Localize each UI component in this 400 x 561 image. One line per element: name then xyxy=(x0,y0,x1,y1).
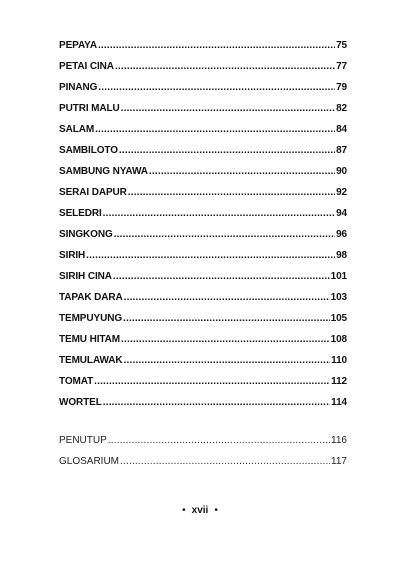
leader-dots xyxy=(123,313,330,325)
toc-entry[interactable] xyxy=(59,334,347,355)
toc-entry-label: TAPAK DARA xyxy=(59,292,123,303)
leader-dots xyxy=(103,397,330,409)
toc-entry-label: PETAI CINA xyxy=(59,61,114,72)
leader-dots xyxy=(124,292,330,304)
toc-entry-page: 82 xyxy=(336,103,347,114)
toc-entry-page: 84 xyxy=(336,124,347,135)
toc-entry-page: 94 xyxy=(336,208,347,219)
toc-entry-label: WORTEL xyxy=(59,397,102,408)
toc-entry-page: 98 xyxy=(336,250,347,261)
toc-entry-label: TEMU HITAM xyxy=(59,334,121,345)
toc-entry[interactable] xyxy=(59,355,347,376)
toc-entry-page: 114 xyxy=(331,397,347,408)
toc-entry-label: SIRIH CINA xyxy=(59,271,112,282)
toc-entry-label: SIRIH xyxy=(59,250,86,261)
toc-entry[interactable] xyxy=(59,145,347,166)
bullet-icon: • xyxy=(214,505,218,516)
toc-entry[interactable] xyxy=(59,229,347,250)
leader-dots xyxy=(114,229,335,241)
toc-entry[interactable] xyxy=(59,187,347,208)
toc-entry-label: PENUTUP xyxy=(59,435,107,446)
toc-entry-label: TEMULAWAK xyxy=(59,355,123,366)
page-footer xyxy=(0,505,400,516)
toc-entry[interactable] xyxy=(59,292,347,313)
leader-dots xyxy=(119,145,335,157)
toc-entry-label: SELEDRI xyxy=(59,208,102,219)
section-gap xyxy=(59,418,347,435)
toc-entry-label: SAMBILOTO xyxy=(59,145,118,156)
page-number: xvii xyxy=(191,505,209,516)
toc-entry[interactable] xyxy=(59,103,347,124)
toc-entry-page: 108 xyxy=(330,334,347,345)
toc-entry-label: SALAM xyxy=(59,124,95,135)
leader-dots xyxy=(95,124,335,136)
toc-entry-page: 117 xyxy=(331,456,347,467)
toc-entry[interactable] xyxy=(59,271,347,292)
toc-entry-label: TEMPUYUNG xyxy=(59,313,122,324)
toc-entry-page: 112 xyxy=(331,376,347,387)
toc-entry[interactable] xyxy=(59,40,347,61)
toc-entry-page: 101 xyxy=(330,271,347,282)
toc-entry-page: 75 xyxy=(336,40,347,51)
leader-dots xyxy=(149,166,335,178)
toc-entry-page: 96 xyxy=(336,229,347,240)
leader-dots xyxy=(94,376,330,388)
leader-dots xyxy=(128,187,335,199)
toc-entry-page: 87 xyxy=(336,145,347,156)
bullet-icon: • xyxy=(182,505,186,516)
leader-dots xyxy=(113,271,330,283)
leader-dots xyxy=(103,208,335,220)
toc-entry-label: PEPAYA xyxy=(59,40,97,51)
toc-entry[interactable] xyxy=(59,376,347,397)
toc-entry-label: PINANG xyxy=(59,82,98,93)
toc-entry[interactable] xyxy=(59,166,347,187)
toc-entry-label: GLOSARIUM xyxy=(59,456,120,467)
toc-entry[interactable] xyxy=(59,124,347,145)
leader-dots xyxy=(121,103,335,115)
toc-entry-page: 103 xyxy=(330,292,347,303)
table-of-contents xyxy=(59,40,347,477)
toc-entry-page: 90 xyxy=(336,166,347,177)
toc-entry-page: 116 xyxy=(331,435,347,446)
toc-backmatter-entry[interactable] xyxy=(59,456,347,477)
leader-dots xyxy=(124,355,331,367)
toc-entry-page: 77 xyxy=(336,61,347,72)
toc-entry[interactable] xyxy=(59,61,347,82)
leader-dots xyxy=(86,250,335,262)
toc-entry[interactable] xyxy=(59,208,347,229)
toc-entry[interactable] xyxy=(59,82,347,103)
toc-entry-page: 79 xyxy=(336,82,347,93)
toc-backmatter-entry[interactable] xyxy=(59,435,347,456)
leader-dots xyxy=(120,456,330,468)
toc-entry[interactable] xyxy=(59,397,347,418)
toc-entry[interactable] xyxy=(59,313,347,334)
toc-entry-page: 92 xyxy=(336,187,347,198)
toc-entry-label: TOMAT xyxy=(59,376,94,387)
toc-entry-label: SINGKONG xyxy=(59,229,113,240)
leader-dots xyxy=(108,435,330,447)
toc-entry-label: SAMBUNG NYAWA xyxy=(59,166,148,177)
leader-dots xyxy=(98,40,335,52)
leader-dots xyxy=(121,334,330,346)
leader-dots xyxy=(115,61,335,73)
toc-entry-label: PUTRI MALU xyxy=(59,103,120,114)
toc-entry-page: 110 xyxy=(331,355,347,366)
toc-entry[interactable] xyxy=(59,250,347,271)
toc-entry-page: 105 xyxy=(330,313,347,324)
leader-dots xyxy=(98,82,335,94)
toc-entry-label: SERAI DAPUR xyxy=(59,187,127,198)
